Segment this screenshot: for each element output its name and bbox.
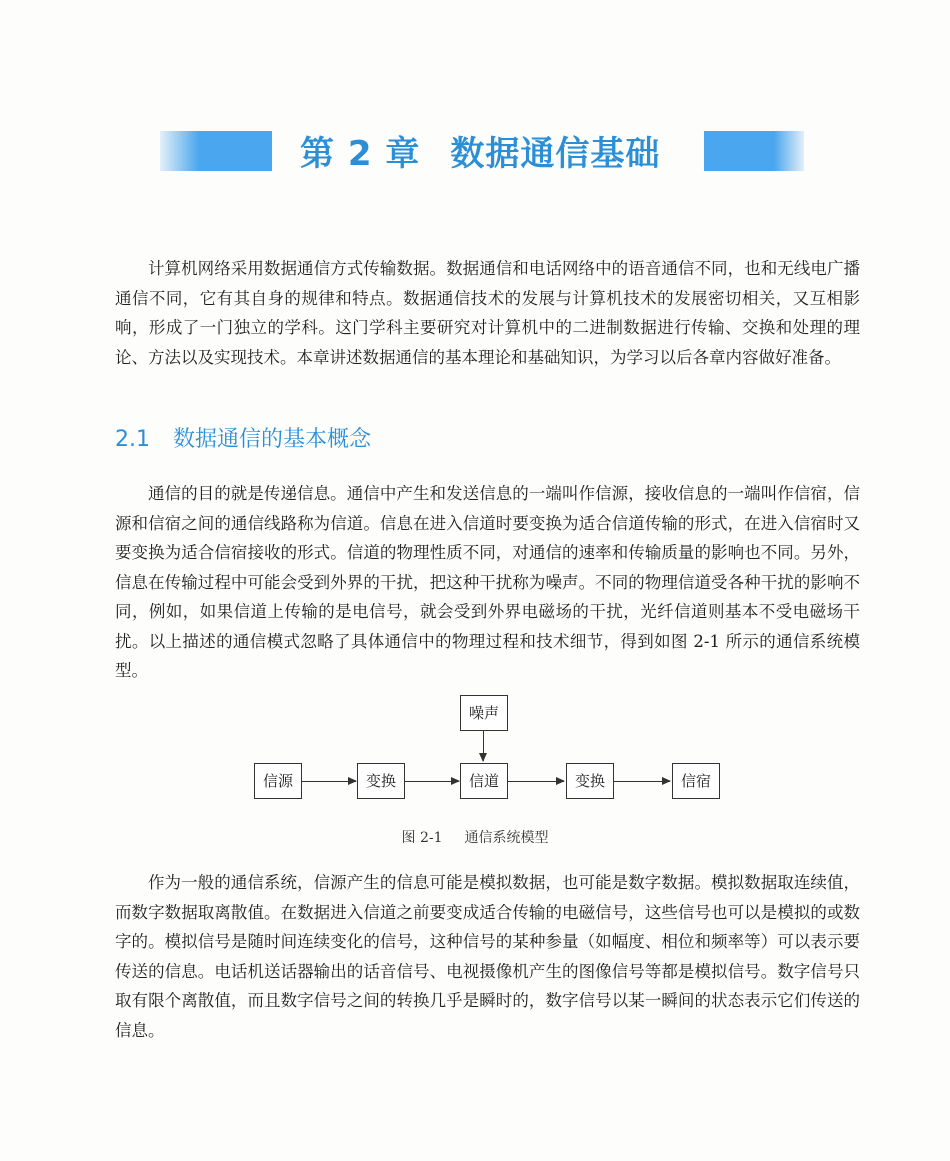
section-heading: [115, 422, 371, 453]
arrow-transform-to-sink: [614, 781, 670, 782]
diagram-node-sink: 信宿: [672, 763, 720, 799]
diagram-node-source: 信源: [254, 763, 302, 799]
diagram-node-transform-2: 变换: [566, 763, 614, 799]
arrow-source-to-transform: [302, 781, 356, 782]
intro-paragraph: 计算机网络采用数据通信方式传输数据。数据通信和电话网络中的语音通信不同，也和无线电广播通信不同，它有其自身的规律和特点。数据通信技术的发展与计算机技术的发展密切相关，又互相影响，形成了一门独立的学科。这门学科主要研究对计算机中的二进制数据进行传输、交换和处理的理论、方法以及实现技术。本章讲述数据通信的基本理论和基础知识，为学习以后各章内容做好准备。: [115, 259, 860, 367]
figure-caption-text: 通信系统模型: [464, 830, 549, 846]
arrow-transform-to-channel: [405, 781, 459, 782]
section-paragraph-2: 作为一般的通信系统，信源产生的信息可能是模拟数据，也可能是数字数据。模拟数据取连续值，而数字数据取离散值。在数据进入信道之前要变成适合传输的电磁信号，这些信号也可以是模拟的或数字的。模拟信号是随时间连续变化的信号，这种信号的某种参量（如幅度、相位和频率等）可以表示要传送的信息。电话机送话器输出的话音信号、电视摄像机产生的图像信号等都是模拟信号。数字信号只取有限个离散值，而且数字信号之间的转换几乎是瞬时的，数字信号以某一瞬间的状态表示它们传送的信息。: [115, 873, 860, 1040]
chapter-heading: [300, 126, 690, 175]
diagram-node-transform-1: 变换: [357, 763, 405, 799]
section-title: 数据通信的基本概念: [173, 427, 372, 452]
chapter-number: 第 2 章: [300, 134, 421, 174]
chapter-title: 数据通信基础: [450, 134, 661, 174]
communication-model-diagram: [240, 695, 740, 815]
arrow-channel-to-transform: [508, 781, 564, 782]
diagram-node-channel: 信道: [460, 763, 508, 799]
section-paragraph-1: 通信的目的就是传递信息。通信中产生和发送信息的一端叫作信源，接收信息的一端叫作信宿，信源和信宿之间的通信线路称为信道。信息在进入信道时要变换为适合信道传输的形式，在进入信宿时又要变换为适合信宿接收的形式。信道的物理性质不同，对通信的速率和传输质量的影响也不同。另外，信息在传输过程中可能会受到外界的干扰，把这种干扰称为噪声。不同的物理信道受各种干扰的影响不同，例如，如果信道上传输的是电信号，就会受到外界电磁场的干扰，光纤信道则基本不受电磁场干扰。以上描述的通信模式忽略了具体通信中的物理过程和技术细节，得到如图 2-1 所示的通信系统模型。: [115, 484, 860, 680]
section-number: 2.1: [115, 427, 150, 452]
figure-caption-label: 图 2-1: [401, 830, 443, 846]
chapter-decor-bar-left: [160, 131, 272, 171]
figure-caption: [0, 827, 950, 847]
arrow-noise-to-channel: [483, 731, 484, 761]
diagram-node-noise: 噪声: [460, 695, 508, 731]
chapter-decor-bar-right: [704, 131, 804, 171]
